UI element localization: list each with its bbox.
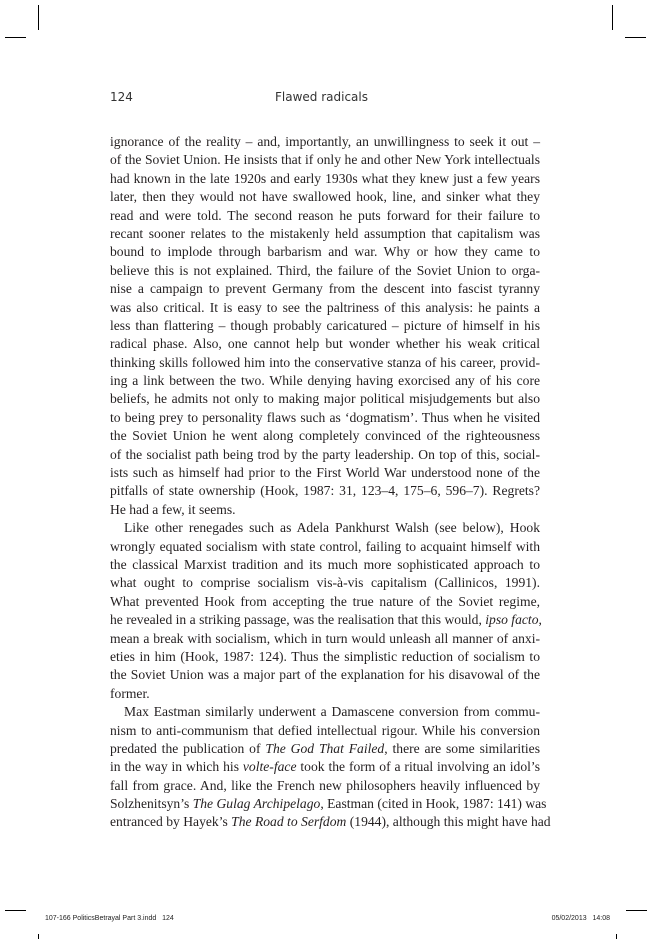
text-segment: he revealed in a striking passage, was the realisation that this would, bbox=[110, 612, 486, 628]
text-segment: later, then they would not have swallowed hook, line, and sinker what they bbox=[110, 189, 540, 205]
crop-mark bbox=[38, 934, 39, 939]
text-line bbox=[110, 777, 540, 795]
text-segment: believe this is not explained. Third, the failure of the Soviet Union to orga- bbox=[110, 262, 540, 278]
text-line bbox=[110, 390, 540, 408]
text-line bbox=[110, 482, 540, 500]
text-line bbox=[110, 538, 540, 556]
text-line bbox=[110, 243, 540, 261]
italic-title: volte-face bbox=[242, 759, 297, 775]
text-segment: ing a link between the two. While denying having exorcised any of his core bbox=[110, 373, 540, 389]
text-segment: the classical Marxist tradition and its much more sophisticated approach to bbox=[110, 556, 540, 572]
text-line bbox=[110, 703, 540, 721]
text-line bbox=[110, 133, 540, 151]
text-segment: less than flattering – though probably caricatured – picture of himself in his bbox=[110, 317, 540, 333]
text-line bbox=[110, 225, 540, 243]
text-line bbox=[110, 740, 540, 758]
text-segment: nism to anti-communism that defied intellectual rigour. While his conversion bbox=[110, 722, 540, 738]
text-line bbox=[110, 262, 540, 280]
text-line bbox=[110, 758, 540, 776]
text-segment: was also critical. It is easy to see the paltriness of this analysis: he paints a bbox=[110, 299, 540, 315]
text-segment: pitfalls of state ownership (Hook, 1987: 31, 123–4, 175–6, 596–7). Regrets? bbox=[110, 483, 540, 499]
text-segment: , bbox=[538, 612, 542, 628]
text-line bbox=[110, 170, 540, 188]
text-line bbox=[110, 574, 540, 592]
slug-time-value: 14:08 bbox=[592, 915, 610, 922]
text-segment: in the way in which his bbox=[110, 759, 243, 775]
text-line bbox=[110, 556, 540, 574]
body-text bbox=[110, 133, 551, 832]
text-line bbox=[110, 685, 540, 703]
crop-mark bbox=[616, 934, 617, 939]
text-line bbox=[110, 280, 540, 298]
crop-mark bbox=[5, 37, 26, 38]
text-segment: read and were told. The second reason he puts forward for their failure to bbox=[110, 207, 540, 223]
italic-title: The Gulag Archipelago bbox=[192, 796, 321, 812]
text-segment: fall from grace. And, like the French new philosophers heavily influenced by bbox=[110, 777, 540, 793]
running-title: Flawed radicals bbox=[275, 90, 368, 104]
text-line bbox=[110, 354, 540, 372]
italic-title: ipso facto bbox=[485, 612, 539, 628]
italic-title: The God That Failed bbox=[265, 740, 385, 756]
text-line bbox=[110, 519, 540, 537]
slug-date bbox=[552, 915, 610, 922]
text-segment: nise a campaign to prevent Germany from the descent into fascist tyranny bbox=[110, 281, 540, 297]
text-line bbox=[110, 630, 540, 648]
text-segment: the Soviet Union he went along completely convinced of the righteousness bbox=[110, 428, 540, 444]
text-segment: the Soviet Union was a major part of the explanation for his disavowal of the bbox=[110, 667, 540, 683]
text-segment: former. bbox=[110, 685, 150, 701]
text-segment: thinking skills followed him into the conservative stanza of his career, provid- bbox=[110, 354, 540, 370]
crop-mark bbox=[625, 37, 646, 38]
text-line bbox=[110, 446, 540, 464]
text-line bbox=[110, 317, 540, 335]
text-line bbox=[110, 593, 540, 611]
text-line bbox=[110, 207, 540, 225]
text-segment: (1944), although this might have had bbox=[346, 814, 551, 830]
page-number: 124 bbox=[110, 90, 133, 104]
text-segment: predated the publication of bbox=[110, 740, 266, 756]
text-line bbox=[110, 722, 540, 740]
text-line bbox=[110, 188, 540, 206]
text-segment: to being prey to personality flaws such as ‘dogmatism’. Thus when he visited bbox=[110, 409, 540, 425]
text-segment: ignorance of the reality – and, importantly, an unwillingness to seek it out – bbox=[110, 134, 540, 149]
text-line bbox=[110, 648, 540, 666]
text-line bbox=[110, 795, 547, 813]
text-segment: Solzhenitsyn’s bbox=[110, 796, 193, 812]
text-segment: took the form of a ritual involving an idol’s bbox=[296, 759, 540, 775]
text-segment: of the socialist path being trod by the party leadership. On top of this, social- bbox=[110, 446, 540, 462]
text-segment: beliefs, he admits not only to making major political misjudgements but also bbox=[110, 391, 540, 407]
text-line bbox=[110, 464, 540, 482]
text-line bbox=[110, 666, 540, 684]
text-line bbox=[110, 151, 540, 169]
text-segment: eties in him (Hook, 1987: 124). Thus the simplistic reduction of socialism to bbox=[110, 648, 540, 664]
crop-mark bbox=[612, 5, 613, 30]
text-line bbox=[110, 335, 540, 353]
text-segment: He had a few, it seems. bbox=[110, 501, 236, 517]
text-segment: bound to implode through barbarism and war. Why or how they came to bbox=[110, 244, 540, 260]
text-segment: Max Eastman similarly underwent a Damascene conversion from commu- bbox=[124, 704, 540, 720]
text-segment: had known in the late 1920s and early 1930s what they knew just a few years bbox=[110, 170, 540, 186]
slug-date-value: 05/02/2013 bbox=[551, 915, 587, 922]
text-line bbox=[110, 611, 540, 629]
text-segment: Like other renegades such as Adela Pankhurst Walsh (see below), Hook bbox=[124, 520, 540, 536]
text-segment: recant sooner relates to the mistakenly held assumption that capitalism was bbox=[110, 225, 540, 241]
text-line bbox=[110, 409, 540, 427]
text-segment: ists such as himself had prior to the First World War understood none of the bbox=[110, 465, 540, 481]
crop-mark bbox=[626, 910, 647, 911]
text-line bbox=[110, 501, 540, 519]
text-segment: what ought to comprise socialism vis-à-vis capitalism (Callinicos, 1991). bbox=[110, 575, 540, 591]
text-segment: wrongly equated socialism with state control, failing to acquaint himself with bbox=[110, 538, 540, 554]
text-line bbox=[110, 299, 540, 317]
italic-title: The Road to Serfdom bbox=[231, 814, 347, 830]
text-segment: radical phase. Also, one cannot help but wonder whether his weak critical bbox=[110, 336, 540, 352]
text-segment: of the Soviet Union. He insists that if only he and other New York intellectuals bbox=[110, 152, 540, 168]
text-line bbox=[110, 372, 540, 390]
text-line bbox=[110, 813, 551, 831]
text-segment: , there are some similarities bbox=[384, 740, 540, 756]
crop-mark bbox=[38, 5, 39, 30]
slug-file-info: 107-166 PoliticsBetrayal Part 3.indd 124 bbox=[45, 915, 174, 922]
text-segment: entranced by Hayek’s bbox=[110, 814, 232, 830]
crop-mark bbox=[5, 910, 26, 911]
text-line bbox=[110, 427, 540, 445]
text-segment: mean a break with socialism, which in turn would unleash all manner of anxi- bbox=[110, 630, 540, 646]
text-segment: , Eastman (cited in Hook, 1987: 141) was bbox=[320, 796, 547, 812]
text-segment: What prevented Hook from accepting the true nature of the Soviet regime, bbox=[110, 593, 540, 609]
